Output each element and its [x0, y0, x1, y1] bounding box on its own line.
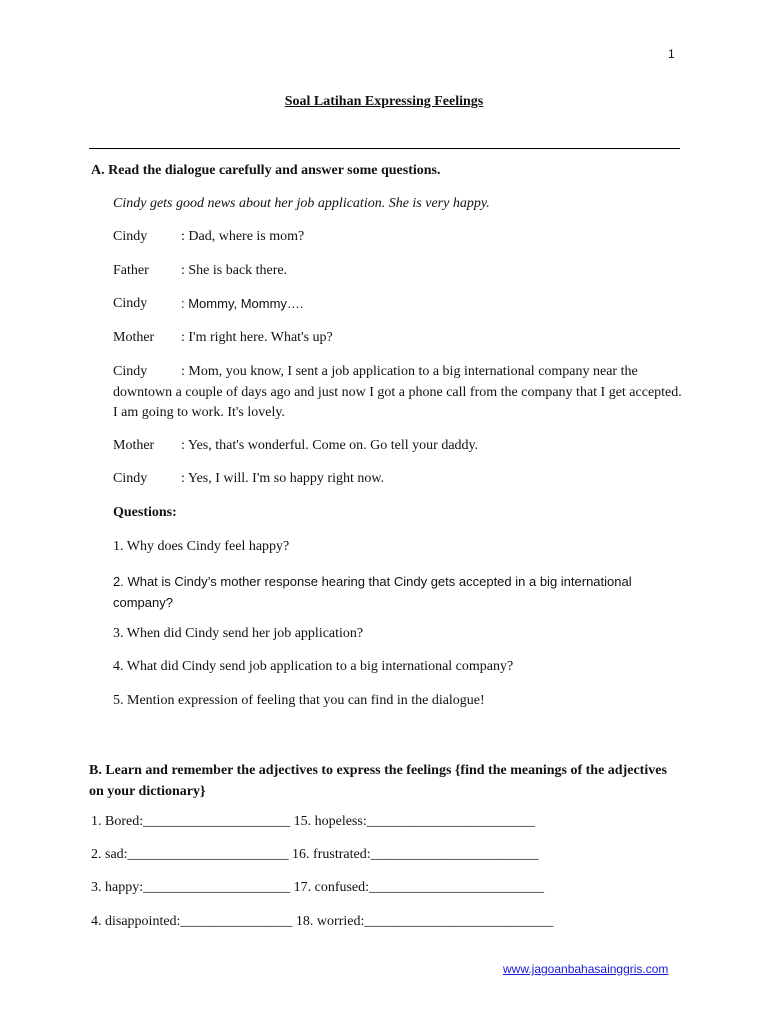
- question-item: 4. What did Cindy send job application to a big international company?: [113, 659, 514, 674]
- dialogue-paragraph: [113, 362, 683, 424]
- dialogue-speaker: Cindy: [113, 364, 148, 379]
- dialogue-line: : Dad, where is mom?: [181, 229, 305, 244]
- dialogue-line: : Mom, you know, I sent a job application to a big international company near the downtown a couple of days ago and just now I got a phone call from the company that I get accepted. I am going to work. It's lovely.: [113, 364, 682, 420]
- dialogue-speaker: Cindy: [113, 296, 148, 311]
- question-item: 1. Why does Cindy feel happy?: [113, 539, 290, 554]
- dialogue-speaker: Mother: [113, 438, 155, 453]
- vocab-row: 2. sad:_______________________ 16. frustrated:________________________: [91, 847, 539, 862]
- question-item: 2. What is Cindy’s mother response hearing that Cindy gets accepted in a big international company?: [113, 574, 632, 610]
- document-title: Soal Latihan Expressing Feelings: [284, 94, 484, 109]
- question-item: 3. When did Cindy send her job application?: [113, 626, 364, 641]
- dialogue-speaker: Mother: [113, 330, 155, 345]
- dialogue-speaker: Father: [113, 263, 149, 278]
- vocab-row: 3. happy:_____________________ 17. confused:_________________________: [91, 880, 545, 895]
- page-number: 1: [668, 47, 675, 61]
- dialogue-line: : She is back there.: [181, 263, 288, 278]
- dialogue-speaker: Cindy: [113, 229, 148, 244]
- dialogue-line: : I'm right here. What's up?: [181, 330, 333, 345]
- dialogue-intro: Cindy gets good news about her job application. She is very happy.: [113, 196, 490, 211]
- question-item: 5. Mention expression of feeling that you can find in the dialogue!: [113, 693, 485, 708]
- questions-heading: Questions:: [113, 505, 177, 520]
- vocab-row: 4. disappointed:________________ 18. worried:___________________________: [91, 914, 554, 929]
- dialogue-speaker: Cindy: [113, 471, 148, 486]
- dialogue-line: : Mommy, Mommy….: [181, 296, 304, 311]
- section-b-heading: B. Learn and remember the adjectives to express the feelings {find the meanings of the adjectives on your dictionary}: [89, 763, 667, 799]
- title-divider: [89, 148, 680, 149]
- dialogue-line: : Yes, that's wonderful. Come on. Go tell your daddy.: [181, 438, 479, 453]
- website-link[interactable]: www.jagoanbahasainggris.com: [503, 962, 669, 976]
- dialogue-line: : Yes, I will. I'm so happy right now.: [181, 471, 385, 486]
- vocab-row: 1. Bored:_____________________ 15. hopeless:________________________: [91, 814, 535, 829]
- section-a-heading: A. Read the dialogue carefully and answer some questions.: [91, 163, 441, 178]
